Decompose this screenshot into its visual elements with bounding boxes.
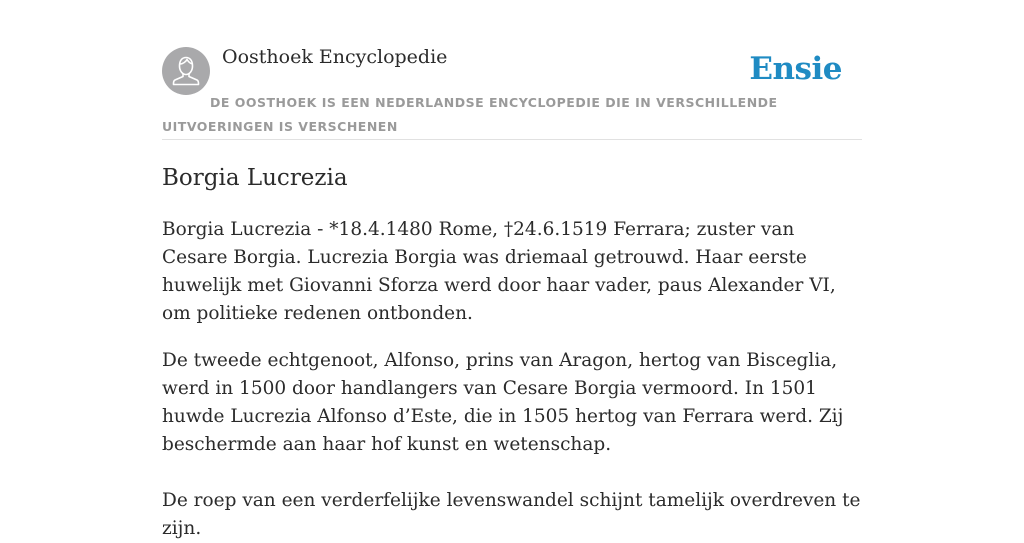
article-paragraph: De tweede echtgenoot, Alfonso, prins van Aragon, hertog van Bisceglia, werd in 1500 door handlangers van Cesare Borgia vermoord. In 1501 huwde Lucrezia Alfonso d’Este, die in 1505 hertog van Ferrara werd. Zij beschermde aan haar hof kunst en wetenschap. — [162, 350, 844, 455]
user-outline-icon — [162, 47, 210, 95]
article-paragraph: Borgia Lucrezia - *18.4.1480 Rome, †24.6.1519 Ferrara; zuster van Cesare Borgia. Lucrezia Borgia was driemaal getrouwd. Haar eerste huwelijk met Giovanni Sforza werd door haar vader, paus Alexander VI, om politieke redenen ontbonden. — [162, 219, 836, 324]
avatar[interactable] — [162, 47, 210, 95]
page-title: Borgia Lucrezia — [162, 165, 348, 191]
site-name[interactable]: Oosthoek Encyclopedie — [222, 46, 448, 68]
site-tagline: DE OOSTHOEK IS EEN NEDERLANDSE ENCYCLOPEDIE DIE IN VERSCHILLENDE UITVOERINGEN IS VERSCHENEN — [162, 95, 778, 134]
site-header — [162, 40, 862, 140]
article-paragraph: De roep van een verderfelijke levenswandel schijnt tamelijk overdreven te zijn. — [162, 490, 861, 539]
article — [162, 160, 862, 543]
brand-logo[interactable]: Ensie — [749, 51, 842, 87]
